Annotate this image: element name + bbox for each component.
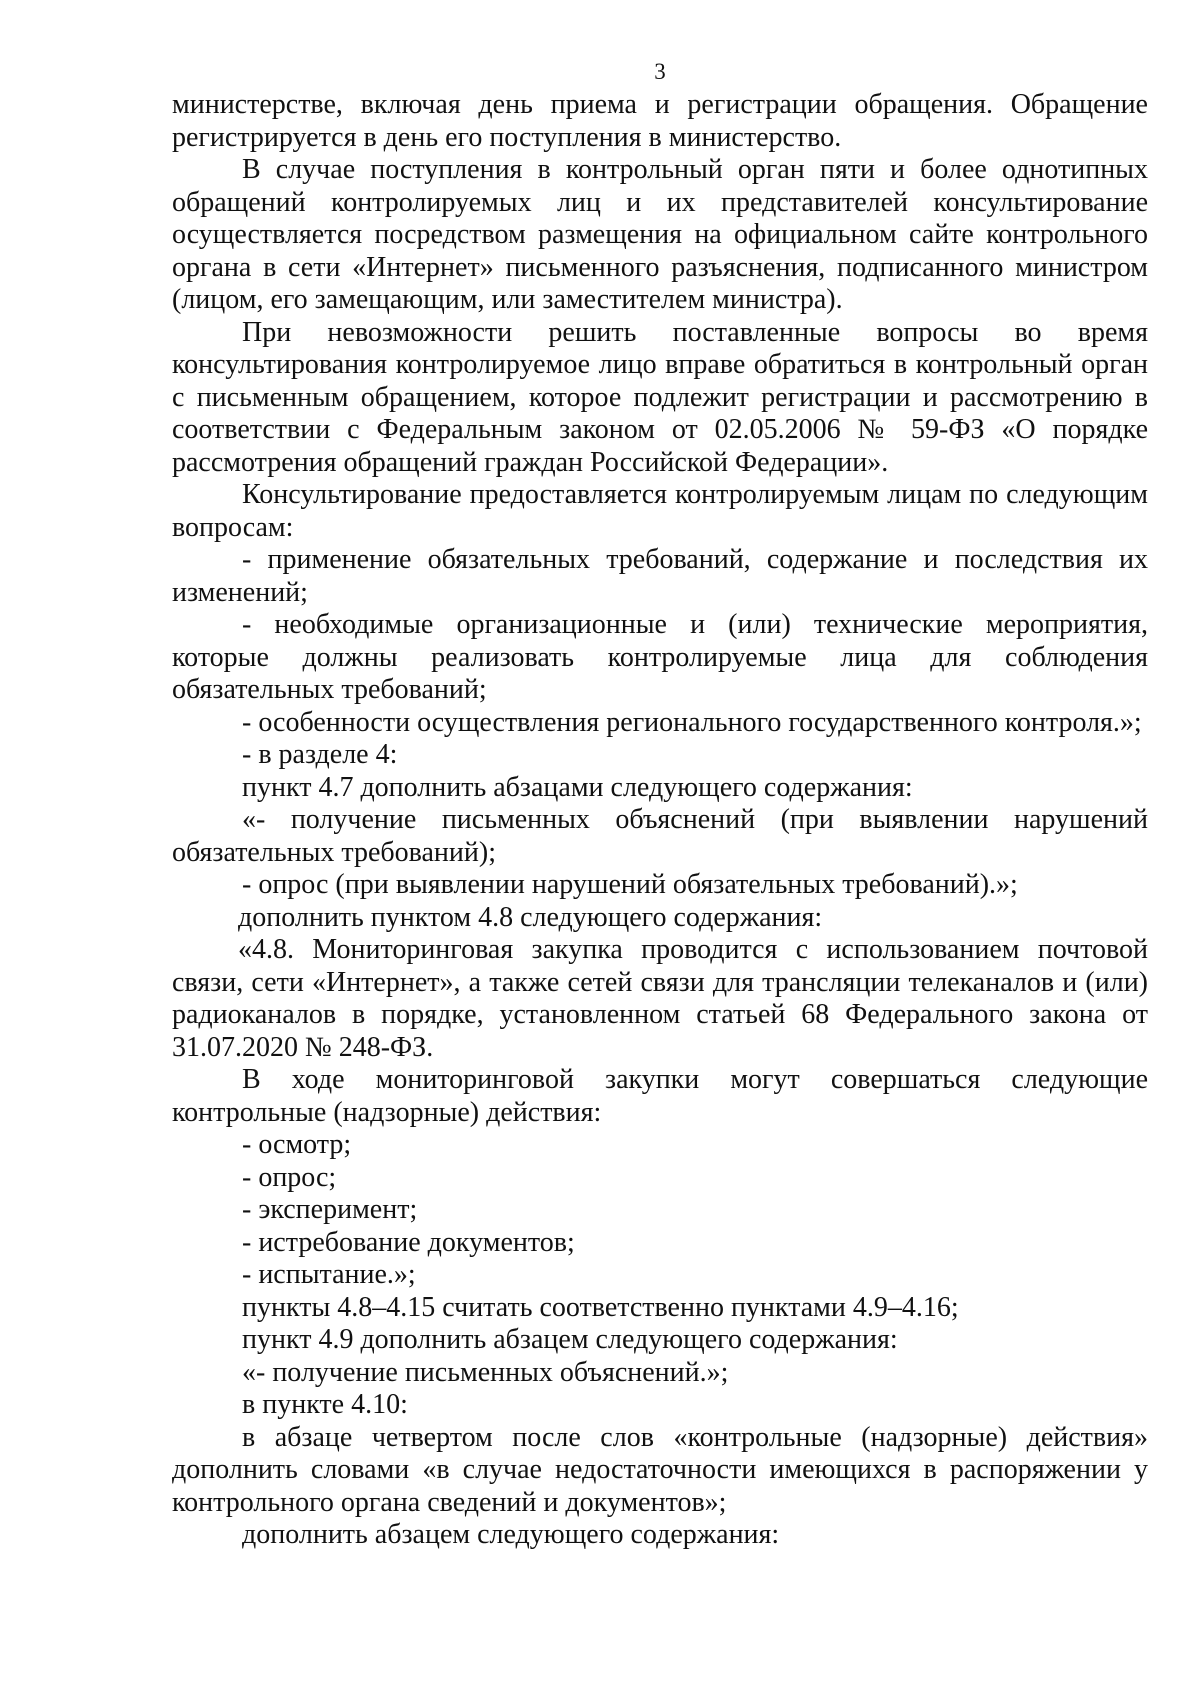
paragraph-12: дополнить пунктом 4.8 следующего содержания: bbox=[238, 901, 823, 933]
paragraph-10: «- получение письменных объяснений (при выявлении нарушений обязательных требований); bbox=[172, 804, 1148, 868]
paragraph-18: - истребование документов; bbox=[242, 1226, 575, 1258]
paragraph-13: «4.8. Мониторинговая закупка проводится с использованием почтовой связи, сети «Интернет», а также сетей связи для трансляции телеканалов и (или) радиоканалов в порядке, установленном статьей 68 Федерального закона от 31.07.2020 № 248-ФЗ. bbox=[172, 934, 1148, 1063]
paragraph-14: В ходе мониторинговой закупки могут совершаться следующие контрольные (надзорные) действия: bbox=[172, 1064, 1148, 1128]
paragraph-20: пункты 4.8–4.15 считать соответственно пунктами 4.9–4.16; bbox=[242, 1291, 959, 1323]
paragraph-19: - испытание.»; bbox=[242, 1259, 416, 1290]
paragraph-16: - опрос; bbox=[242, 1161, 337, 1193]
page-number: 3 bbox=[654, 59, 666, 84]
paragraph-3: При невозможности решить поставленные вопросы во время консультирования контролируемое лицо вправе обратиться в контрольный орган с письменным обращением, которое подлежит регистрации и рассмотрению в соответствии с Федеральным законом от 02.05.2006 № 59-ФЗ «О порядке рассмотрения обращений граждан Российской Федерации». bbox=[172, 316, 1148, 478]
paragraph-2: В случае поступления в контрольный орган пяти и более однотипных обращений контролируемых лиц и их представителей консультирование осуществляется посредством размещения на официальном сайте контрольного органа в сети «Интернет» письменного разъяснения, подписанного министром (лицом, его замещающим, или заместителем министра). bbox=[172, 154, 1148, 315]
document-body bbox=[172, 89, 1148, 1552]
paragraph-6: - необходимые организационные и (или) технические мероприятия, которые должны реализовать контролируемые лица для соблюдения обязательных требований; bbox=[172, 609, 1148, 705]
paragraph-21: пункт 4.9 дополнить абзацем следующего содержания: bbox=[242, 1324, 898, 1355]
paragraph-9: пункт 4.7 дополнить абзацами следующего содержания: bbox=[242, 771, 913, 803]
paragraph-11: - опрос (при выявлении нарушений обязательных требований).»; bbox=[242, 869, 1018, 900]
paragraph-23: в пункте 4.10: bbox=[242, 1389, 408, 1420]
paragraph-7: - особенности осуществления регионального государственного контроля.»; bbox=[242, 706, 1142, 738]
paragraph-1: министерстве, включая день приема и регистрации обращения. Обращение регистрируется в день его поступления в министерство. bbox=[172, 89, 1148, 153]
paragraph-25: дополнить абзацем следующего содержания: bbox=[242, 1519, 780, 1550]
paragraph-4: Консультирование предоставляется контролируемым лицам по следующим вопросам: bbox=[172, 479, 1148, 543]
paragraph-24: в абзаце четвертом после слов «контрольные (надзорные) действия» дополнить словами «в случае недостаточности имеющихся в распоряжении у контрольного органа сведений и документов»; bbox=[172, 1421, 1148, 1518]
paragraph-8: - в разделе 4: bbox=[242, 739, 398, 770]
paragraph-22: «- получение письменных объяснений.»; bbox=[242, 1356, 729, 1388]
paragraph-15: - осмотр; bbox=[242, 1129, 352, 1160]
paragraph-5: - применение обязательных требований, содержание и последствия их изменений; bbox=[172, 544, 1148, 608]
paragraph-17: - эксперимент; bbox=[242, 1194, 418, 1225]
